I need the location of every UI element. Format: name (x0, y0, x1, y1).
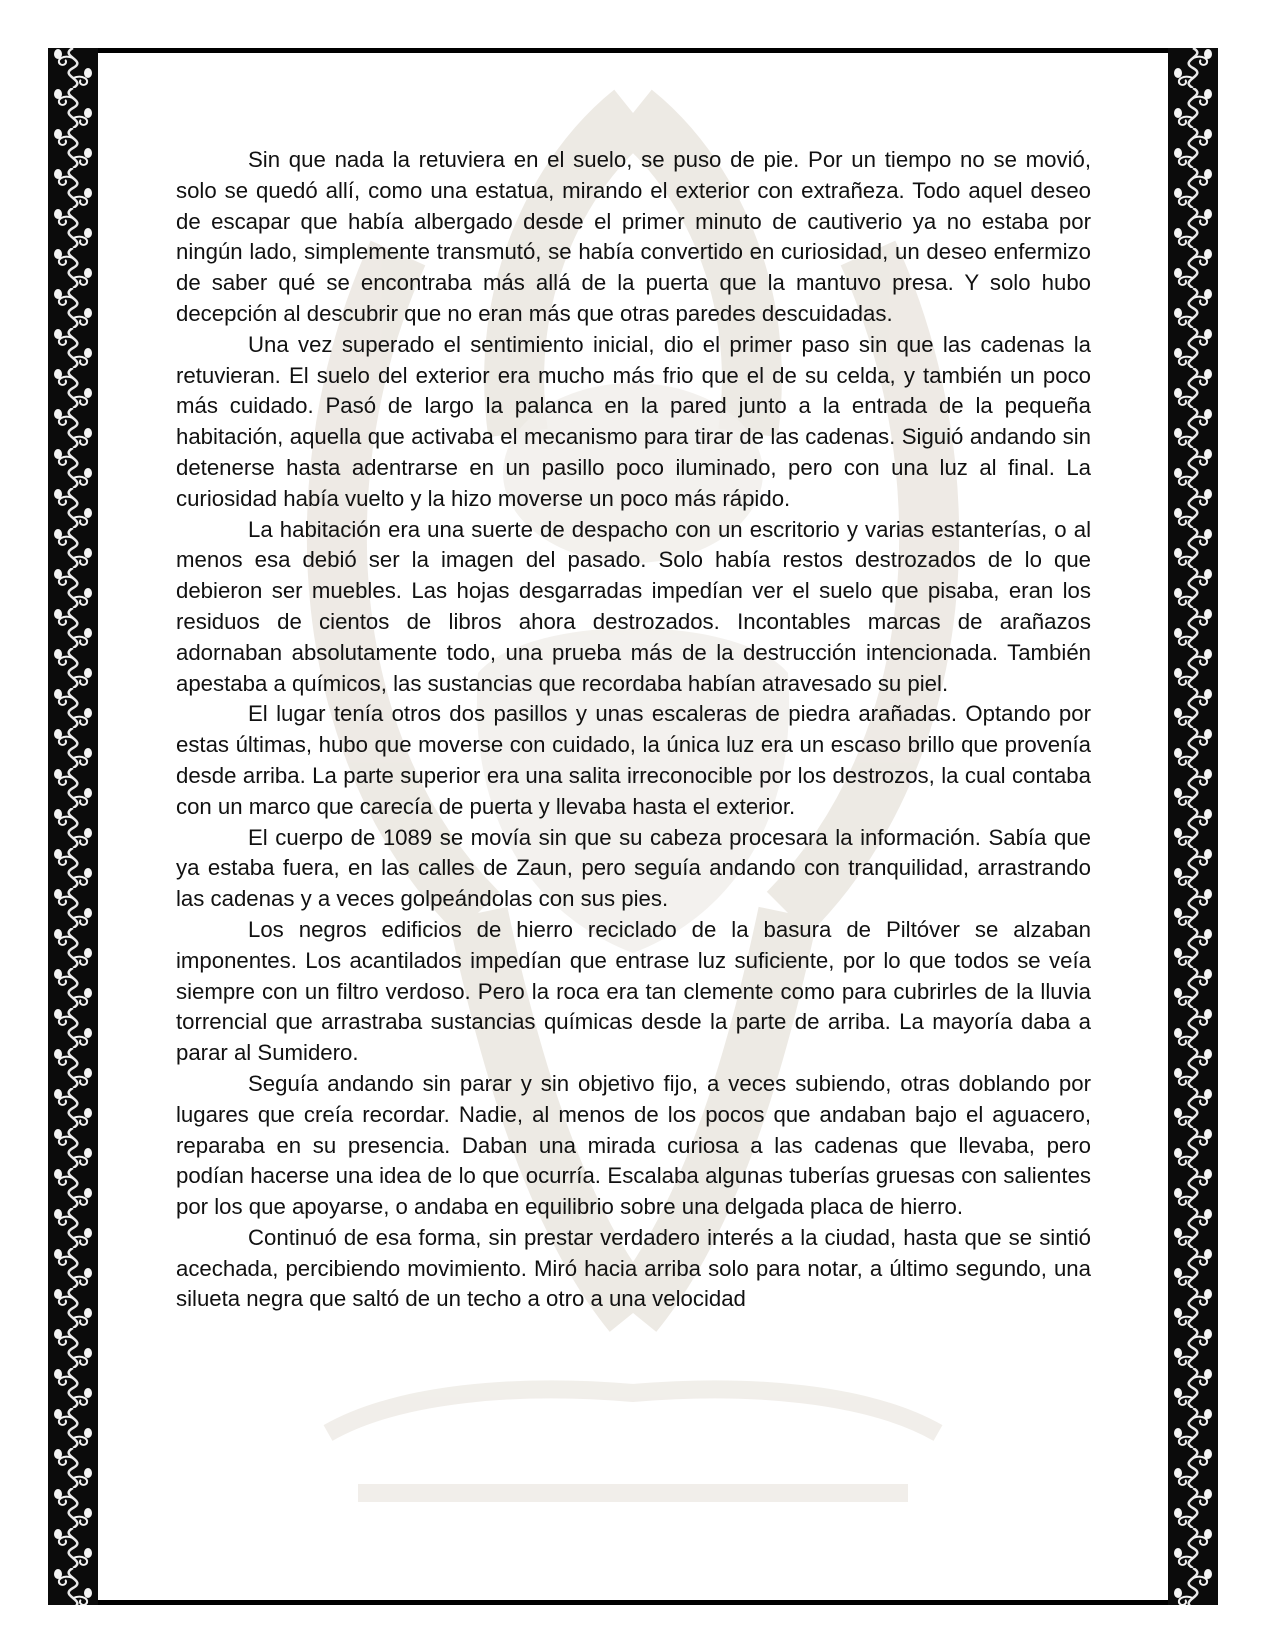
paragraph: Los negros edificios de hierro reciclado de la basura de Piltóver se alzaban imponentes. Los acantilados impedían que entrase luz suficiente, por lo que todos se veía siempre con un filtro verdoso. Pero la roca era tan clemente como para cubrirles de la lluvia torrencial que arrastraba sustancias químicas desde la parte de arriba. La mayoría daba a parar al Sumidero. (176, 916, 1091, 1066)
paragraph: El lugar tenía otros dos pasillos y unas escaleras de piedra arañadas. Optando por estas últimas, hubo que moverse con cuidado, la única luz era un escaso brillo que provenía desde arriba. La parte superior era una salita irreconocible por los destrozos, la cual contaba con un marco que carecía de puerta y llevaba hasta el exterior. (176, 701, 1091, 819)
floral-vine-border-right-icon (1168, 48, 1218, 1605)
paragraph: Sin que nada la retuviera en el suelo, se puso de pie. Por un tiempo no se movió, solo se quedó allí, como una estatua, mirando el exterior con extrañeza. Todo aquel deseo de escapar que había albergado desde el primer minuto de cautiverio ya no estaba por ningún lado, simplemente transmutó, se había convertido en curiosidad, un deseo enfermizo de saber qué se encontraba más allá de la puerta que la mantuvo presa. Y solo hubo decepción al descubrir que no eran más que otras paredes descuidadas. (176, 147, 1091, 326)
paragraph: Continuó de esa forma, sin prestar verdadero interés a la ciudad, hasta que se sintió acechada, percibiendo movimiento. Miró hacia arriba solo para notar, a último segundo, una silueta negra que saltó de un techo a otro a una velocidad (176, 1224, 1091, 1312)
paragraph: La habitación era una suerte de despacho con un escritorio y varias estanterías, o al menos esa debió ser la imagen del pasado. Solo había restos destrozados de lo que debieron ser muebles. Las hojas desgarradas impedían ver el suelo que pisaba, eran los residuos de cientos de libros ahora destrozados. Incontables marcas de arañazos adornaban absolutamente todo, una prueba más de la destrucción intencionada. También apestaba a químicos, las sustancias que recordaba habían atravesado su piel. (176, 516, 1091, 696)
page-content (98, 53, 1168, 1600)
paragraph: El cuerpo de 1089 se movía sin que su cabeza procesara la información. Sabía que ya estaba fuera, en las calles de Zaun, pero seguía andando con tranquilidad, arrastrando las cadenas y a veces golpeándolas con sus pies. (176, 824, 1091, 912)
floral-vine-border-left-icon (48, 48, 98, 1605)
body-text (176, 145, 1091, 1315)
paragraph: Una vez superado el sentimiento inicial, dio el primer paso sin que las cadenas la retuvieran. El suelo del exterior era mucho más frio que el de su celda, y también un poco más cuidado. Pasó de largo la palanca en la pared junto a la entrada de la pequeña habitación, aquella que activaba el mecanismo para tirar de las cadenas. Siguió andando sin detenerse hasta adentrarse en un pasillo poco iluminado, pero con una luz al final. La curiosidad había vuelto y la hizo moverse un poco más rápido. (176, 331, 1091, 511)
paragraph: Seguía andando sin parar y sin objetivo fijo, a veces subiendo, otras doblando por lugares que creía recordar. Nadie, al menos de los pocos que andaban bajo el aguacero, reparaba en su presencia. Daban una mirada curiosa a las cadenas que llevaba, pero podían hacerse una idea de lo que ocurría. Escalaba algunas tuberías gruesas con salientes por los que apoyarse, o andaba en equilibrio sobre una delgada placa de hierro. (176, 1070, 1091, 1220)
